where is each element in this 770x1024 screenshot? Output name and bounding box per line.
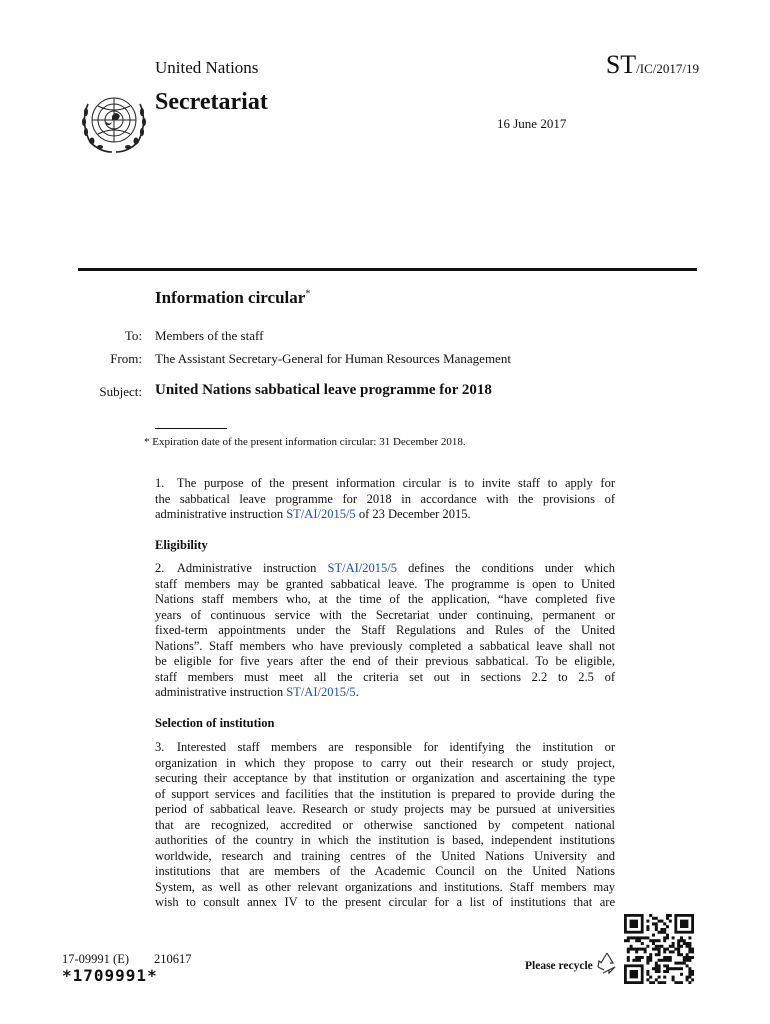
footnote: * Expiration date of the present information circular: 31 December 2018. [144, 436, 466, 448]
subject-label: Subject: [99, 384, 142, 399]
to-label: To: [124, 328, 142, 343]
paragraph-3 [155, 740, 615, 911]
circular-title-text: Information circular [155, 288, 306, 307]
recycle-icon [594, 950, 620, 976]
paragraph-line: of support services and facilities that the institution is prepared to provide during the [155, 786, 615, 801]
paragraph-line: organization in which they propose to carry out their research or study project, [155, 755, 615, 770]
paragraph-line: be eligible for five years after the end of their previous sabbatical. To be eligible, [155, 654, 615, 668]
text-run: 2. Administrative instruction [155, 561, 328, 575]
st-ai-2015-5-link[interactable]: ST/AI/2015/5 [286, 507, 356, 521]
paragraph-line: securing their acceptance by that institution or organization and ascertaining the type [155, 771, 615, 785]
organization-name: United Nations [155, 58, 259, 77]
recycle-text: Please recycle [525, 960, 593, 972]
from-value: The Assistant Secretary-General for Human Resources Management [155, 351, 511, 366]
text-run: administrative instruction [155, 507, 287, 521]
paragraph-2 [155, 561, 615, 701]
footnote-mark: * [305, 288, 311, 300]
paragraph-line: staff members must meet all the criteria set out in sections 2.2 to 2.5 of [155, 669, 615, 684]
paragraph-line: Nations staff members who, at the time of the application, “have completed five [155, 592, 615, 606]
barcode-text: *1709991* [62, 966, 158, 985]
paragraph-line: 1. The purpose of the present information circular is to invite staff to apply for [155, 476, 615, 490]
qr-code-icon [624, 914, 694, 984]
paragraph-line: wish to consult annex IV to the present circular for a list of institutions that are [155, 895, 615, 909]
paragraph-line: fixed-term appointments under the Staff Regulations and Rules of the United [155, 623, 615, 637]
paragraph-line: 3. Interested staff members are responsible for identifying the institution or [155, 740, 615, 754]
un-emblem-icon [78, 90, 150, 156]
paragraph-line [155, 561, 615, 577]
text-run: . [355, 685, 359, 699]
text-run: defines the conditions under which [397, 561, 615, 575]
st-ai-2015-5-link[interactable]: ST/AI/2015/5 [286, 685, 356, 699]
paragraph-line: authorities of the country in which the institution is based, independent institutions [155, 833, 615, 847]
document-symbol [606, 50, 699, 80]
paragraph-line: staff members may be granted sabbatical leave. The programme is open to United [155, 576, 615, 591]
from-label: From: [110, 351, 142, 366]
document-symbol-rest: /IC/2017/19 [636, 61, 699, 76]
job-number: 17-09991 (E) 210617 [62, 952, 192, 966]
text-run: of 23 December 2015. [355, 507, 471, 521]
footnote-divider [155, 428, 227, 429]
document-symbol-main: ST [605, 50, 637, 79]
paragraph-1 [155, 476, 615, 523]
paragraph-line: period of sabbatical leave. Research or study projects may be pursued at universities [155, 802, 615, 816]
paragraph-line: the sabbatical leave programme for 2018 in accordance with the provisions of [155, 491, 615, 506]
paragraph-line: years of continuous service with the Secretariat under continuing, permanent or [155, 607, 615, 622]
paragraph-line: institutions that are members of the Academic Council on the United Nations [155, 864, 615, 878]
paragraph-line: System, as well as other relevant organizations and institutions. Staff members may [155, 879, 615, 894]
header-divider [78, 268, 697, 271]
paragraph-line: that are recognized, accredited or otherwise sanctioned by competent national [155, 817, 615, 832]
text-run: administrative instruction [155, 685, 287, 699]
st-ai-2015-5-link[interactable]: ST/AI/2015/5 [327, 561, 397, 575]
subject-value: United Nations sabbatical leave programme for 2018 [155, 382, 492, 398]
secretariat-title: Secretariat [155, 89, 268, 115]
circular-title [155, 288, 310, 308]
heading-selection-of-institution: Selection of institution [155, 716, 275, 730]
paragraph-line: Nations”. Staff members who have previously completed a sabbatical leave shall not [155, 638, 615, 653]
heading-eligibility: Eligibility [155, 538, 208, 552]
issue-date: 16 June 2017 [497, 116, 567, 131]
paragraph-line: worldwide, research and training centres of the United Nations University and [155, 848, 615, 863]
paragraph-line [155, 685, 615, 701]
to-value: Members of the staff [155, 328, 264, 343]
paragraph-line [155, 507, 615, 523]
